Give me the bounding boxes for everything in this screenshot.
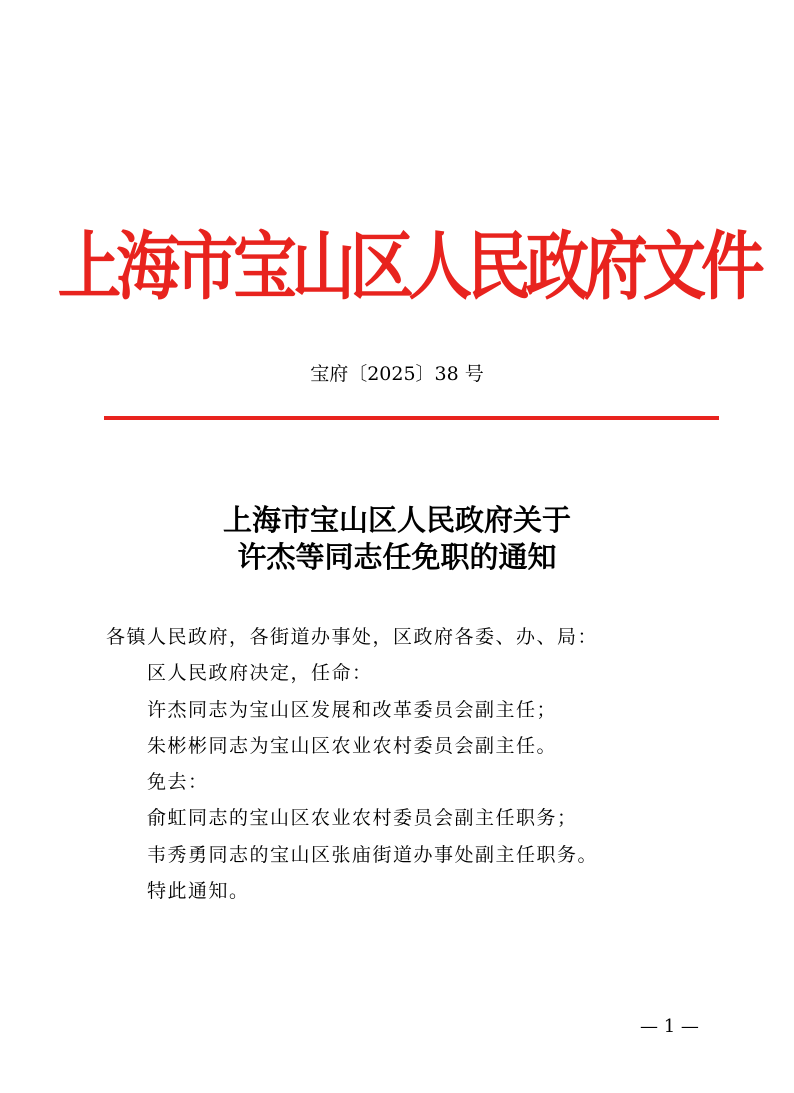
page-number: — 1 — [640,1016,699,1037]
body-paragraph-removal-heading: 免去： [147,771,209,794]
document-number: 宝府〔2025〕38 号 [310,363,484,385]
document-title-line-1: 上海市宝山区人民政府关于 [222,503,571,537]
body-paragraph-appointment-1: 许杰同志为宝山区发展和改革委员会副主任； [147,698,558,721]
document-body [106,619,746,909]
body-paragraph-closing: 特此通知。 [147,880,250,903]
body-paragraph-appointment-2: 朱彬彬同志为宝山区农业农村委员会副主任。 [147,734,558,757]
red-divider-line [104,416,719,420]
masthead-title: 上海市宝山区人民政府文件 [57,224,760,310]
salutation: 各镇人民政府，各街道办事处，区政府各委、办、局： [106,626,599,648]
body-paragraph-removal-1: 俞虹同志的宝山区农业农村委员会副主任职务； [147,807,578,830]
body-paragraph-removal-2: 韦秀勇同志的宝山区张庙街道办事处副主任职务。 [147,843,599,866]
body-paragraph-decision: 区人民政府决定，任命： [147,662,373,685]
document-title [0,502,794,576]
document-title-line-2: 许杰等同志任免职的通知 [237,540,557,574]
